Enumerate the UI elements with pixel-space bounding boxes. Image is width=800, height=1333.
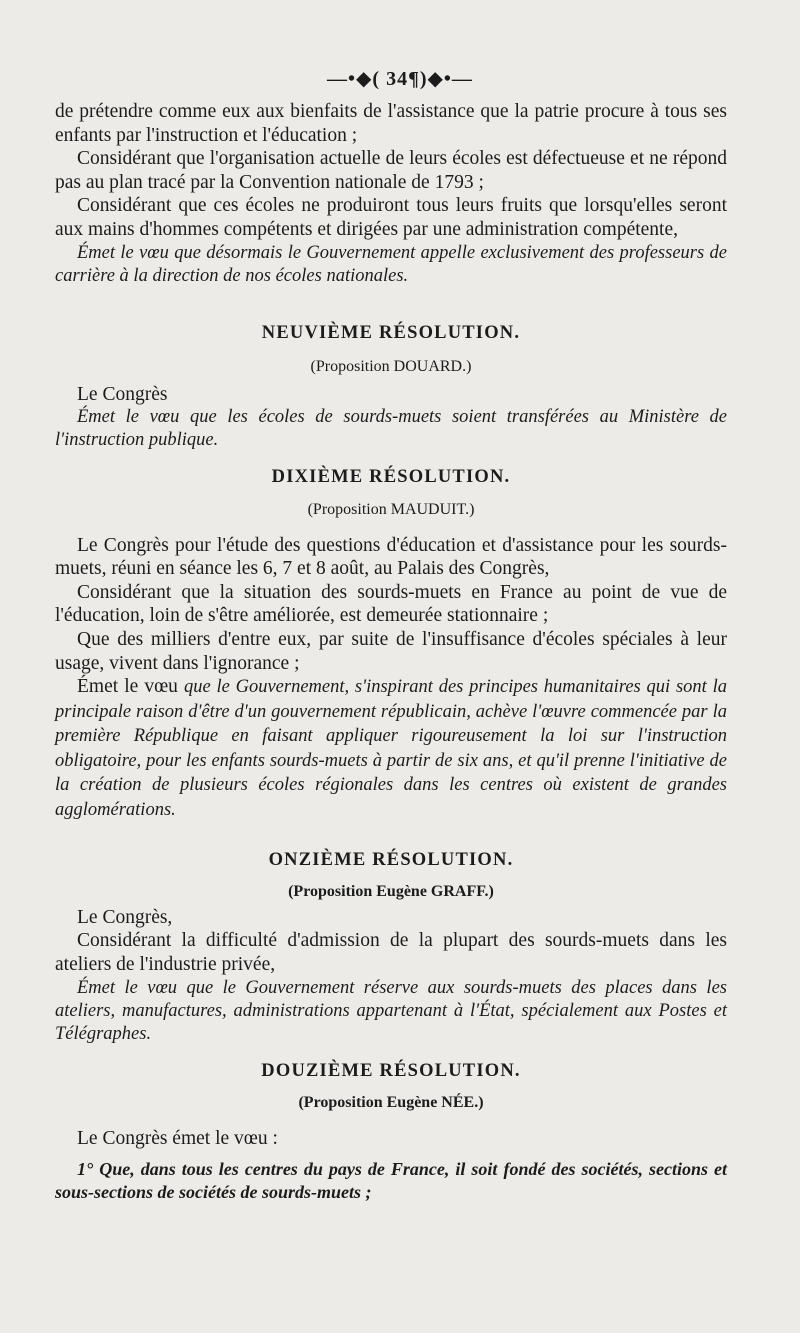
res12-paragraph-2: 1° Que, dans tous les centres du pays de France, il soit fondé des sociétés, sections et sous-sections de sociétés de sourds-muets ; <box>55 1159 727 1203</box>
res12-proposition: (Proposition Eugène NÉE.) <box>298 1094 484 1112</box>
intro-resolution-text: Émet le vœu que désormais le Gouvernement appelle exclusivement des professeurs de carrière à la direction de nos écoles nationales. <box>55 242 727 286</box>
res9-paragraph-1: Le Congrès <box>77 383 168 405</box>
res9-paragraph-2: Émet le vœu que les écoles de sourds-muets soient transférées au Ministère de l'instruction publique. <box>55 407 727 451</box>
res10-heading: DIXIÈME RÉSOLUTION. <box>271 467 511 488</box>
res10-paragraph-4 <box>55 675 727 823</box>
page-number: —•◆( 34¶)◆•— <box>327 68 473 90</box>
res11-paragraph-2: Considérant la difficulté d'admission de la plupart des sourds-muets dans les ateliers de l'industrie privée, <box>55 930 727 976</box>
res11-paragraph-1: Le Congrès, <box>77 906 173 928</box>
res10-lead: Émet le vœu <box>77 676 184 698</box>
res10-paragraph-2: Considérant que la situation des sourds-muets en France au point de vue de l'éducation, loin de s'être améliorée, est demeurée stationnaire ; <box>55 581 727 627</box>
intro-paragraph-2: Considérant que l'organisation actuelle de leurs écoles est défectueuse et ne répond pas au plan tracé par la Convention nationale de 1793 ; <box>55 148 727 193</box>
res9-heading: NEUVIÈME RÉSOLUTION. <box>261 322 521 343</box>
res11-proposition: (Proposition Eugène GRAFF.) <box>288 883 494 901</box>
intro-paragraph-1: de prétendre comme eux aux bienfaits de l'assistance que la patrie procure à tous ses enfants par l'instruction et l'éducation ; <box>55 101 727 146</box>
res11-paragraph-3: Émet le vœu que le Gouvernement réserve aux sourds-muets des places dans les ateliers, manufactures, administrations appartenant à l'État, spécialement aux Postes et Télégraphes. <box>55 977 727 1044</box>
res10-wish: que le Gouvernement, s'inspirant des principes humanitaires qui sont la principale raison d'être d'un gouvernement républicain, achève l'œuvre commencée par la première République en faisant appliquer rigoureusement la loi sur l'instruction obligatoire, pour les enfants sourds-muets à partir de six ans, et qu'il prenne l'initiative de la création de plusieurs écoles régionales dans les centres où existent de grandes agglomérations. <box>55 677 728 821</box>
res9-proposition: (Proposition DOUARD.) <box>310 358 472 376</box>
intro-paragraph-3: Considérant que ces écoles ne produiront tous leurs fruits que lorsqu'elles seront aux mains d'hommes compétents et dirigées par une administration compétente, <box>55 195 727 240</box>
res11-heading: ONZIÈME RÉSOLUTION. <box>268 849 514 870</box>
res10-paragraph-3: Que des milliers d'entre eux, par suite de l'insuffisance d'écoles spéciales à leur usage, vivent dans l'ignorance ; <box>55 628 727 674</box>
page-content <box>55 100 727 1204</box>
res12-paragraph-1: Le Congrès émet le vœu : <box>77 1127 278 1149</box>
res10-proposition: (Proposition MAUDUIT.) <box>307 500 475 518</box>
res12-heading: DOUZIÈME RÉSOLUTION. <box>261 1060 521 1081</box>
res10-paragraph-1: Le Congrès pour l'étude des questions d'éducation et d'assistance pour les sourds-muets, réuni en séance les 6, 7 et 8 août, au Palais des Congrès, <box>55 534 727 580</box>
